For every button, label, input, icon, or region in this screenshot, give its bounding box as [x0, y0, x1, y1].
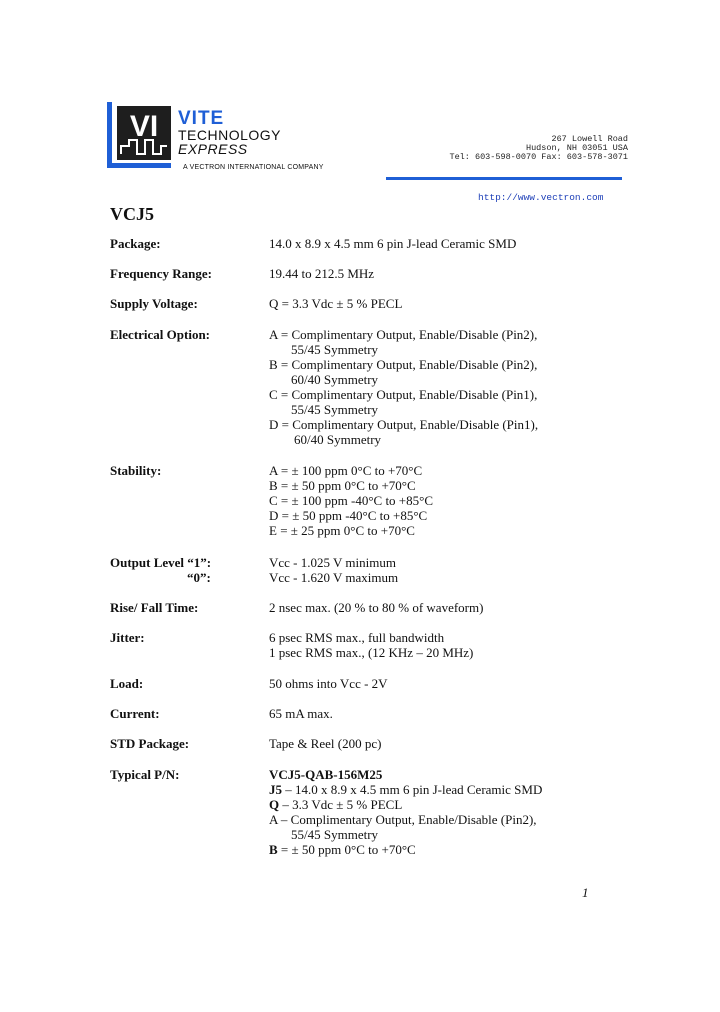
electrical-option-line: A = Complimentary Output, Enable/Disable (Pin2),	[269, 327, 538, 342]
stability-line: B = ± 50 ppm 0°C to +70°C	[269, 478, 416, 493]
brand-line-express: EXPRESS	[178, 141, 248, 157]
output-level-1-label: Output Level “1”:	[110, 555, 212, 570]
current-value: 65 mA max.	[269, 706, 333, 721]
stability-list	[269, 463, 433, 538]
jitter-line: 1 psec RMS max., (12 KHz – 20 MHz)	[269, 645, 474, 660]
output-level-0-value: Vcc - 1.620 V maximum	[269, 570, 399, 585]
company-tagline: A VECTRON INTERNATIONAL COMPANY	[183, 164, 324, 171]
electrical-option-line: D = Complimentary Output, Enable/Disable (Pin1),	[269, 417, 539, 432]
stability-line: C = ± 100 ppm -40°C to +85°C	[269, 493, 434, 508]
supply-voltage-value: Q = 3.3 Vdc ± 5 % PECL	[269, 296, 403, 311]
std-package-label: STD Package:	[110, 736, 190, 751]
brand-wordmark	[178, 110, 281, 156]
std-package-value: Tape & Reel (200 pc)	[269, 736, 382, 751]
stability-line: A = ± 100 ppm 0°C to +70°C	[269, 463, 423, 478]
electrical-option-line: 60/40 Symmetry	[294, 432, 382, 447]
jitter-line: 6 psec RMS max., full bandwidth	[269, 630, 445, 645]
current-label: Current:	[110, 706, 160, 721]
address-line: Tel: 603-598-0070 Fax: 603-578-3071	[449, 152, 628, 162]
pn-stability-desc: = ± 50 ppm 0°C to +70°C	[277, 842, 416, 857]
supply-voltage-label: Supply Voltage:	[110, 296, 198, 311]
electrical-option-line: C = Complimentary Output, Enable/Disable (Pin1),	[269, 387, 538, 402]
frequency-value: 19.44 to 212.5 MHz	[269, 266, 375, 281]
pn-package-desc: – 14.0 x 8.9 x 4.5 mm 6 pin J-lead Ceramic SMD	[282, 782, 543, 797]
stability-line: D = ± 50 ppm -40°C to +85°C	[269, 508, 428, 523]
pn-option-line: 55/45 Symmetry	[291, 827, 379, 842]
pn-voltage-desc: – 3.3 Vdc ± 5 % PECL	[279, 797, 403, 812]
pn-option-line: A – Complimentary Output, Enable/Disable (Pin2),	[269, 812, 537, 827]
stability-label: Stability:	[110, 463, 162, 478]
stability-line: E = ± 25 ppm 0°C to +70°C	[269, 523, 415, 538]
address-line: Hudson, NH 03051 USA	[525, 143, 628, 153]
frequency-label: Frequency Range:	[110, 266, 212, 281]
electrical-option-line: 60/40 Symmetry	[291, 372, 379, 387]
website-link[interactable]: http://www.vectron.com	[478, 192, 604, 203]
electrical-option-list	[269, 327, 538, 447]
company-logo	[107, 102, 171, 168]
page-title: VCJ5	[110, 204, 154, 224]
jitter-list	[269, 630, 473, 660]
jitter-label: Jitter:	[110, 630, 145, 645]
electrical-option-label: Electrical Option:	[110, 327, 211, 342]
electrical-option-line: 55/45 Symmetry	[291, 342, 379, 357]
brand-line-vite: VITE	[178, 108, 225, 129]
load-value: 50 ohms into Vcc - 2V	[269, 676, 388, 691]
page-number: 1	[582, 885, 589, 900]
brand-line-technology: TECHNOLOGY	[178, 127, 282, 143]
output-level-0-label: “0”:	[187, 570, 211, 585]
typical-pn-label: Typical P/N:	[110, 767, 180, 782]
logo-letters: VI	[129, 110, 159, 143]
output-level-1-value: Vcc - 1.025 V minimum	[269, 555, 396, 570]
electrical-option-line: 55/45 Symmetry	[291, 402, 379, 417]
load-label: Load:	[110, 676, 144, 691]
header-divider	[386, 177, 622, 180]
rise-fall-value: 2 nsec max. (20 % to 80 % of waveform)	[269, 600, 484, 615]
pn-stability-code: B	[269, 842, 278, 857]
pn-package-code: J5	[269, 782, 282, 797]
package-value: 14.0 x 8.9 x 4.5 mm 6 pin J-lead Ceramic SMD	[269, 236, 517, 251]
address-line: 267 Lowell Road	[551, 134, 628, 144]
pn-voltage-code: Q	[269, 797, 280, 812]
rise-fall-label: Rise/ Fall Time:	[110, 600, 199, 615]
typical-part-number: VCJ5-QAB-156M25	[269, 767, 383, 782]
package-label: Package:	[110, 236, 161, 251]
typical-pn-breakdown	[269, 767, 542, 857]
company-address	[408, 135, 628, 162]
electrical-option-line: B = Complimentary Output, Enable/Disable (Pin2),	[269, 357, 538, 372]
